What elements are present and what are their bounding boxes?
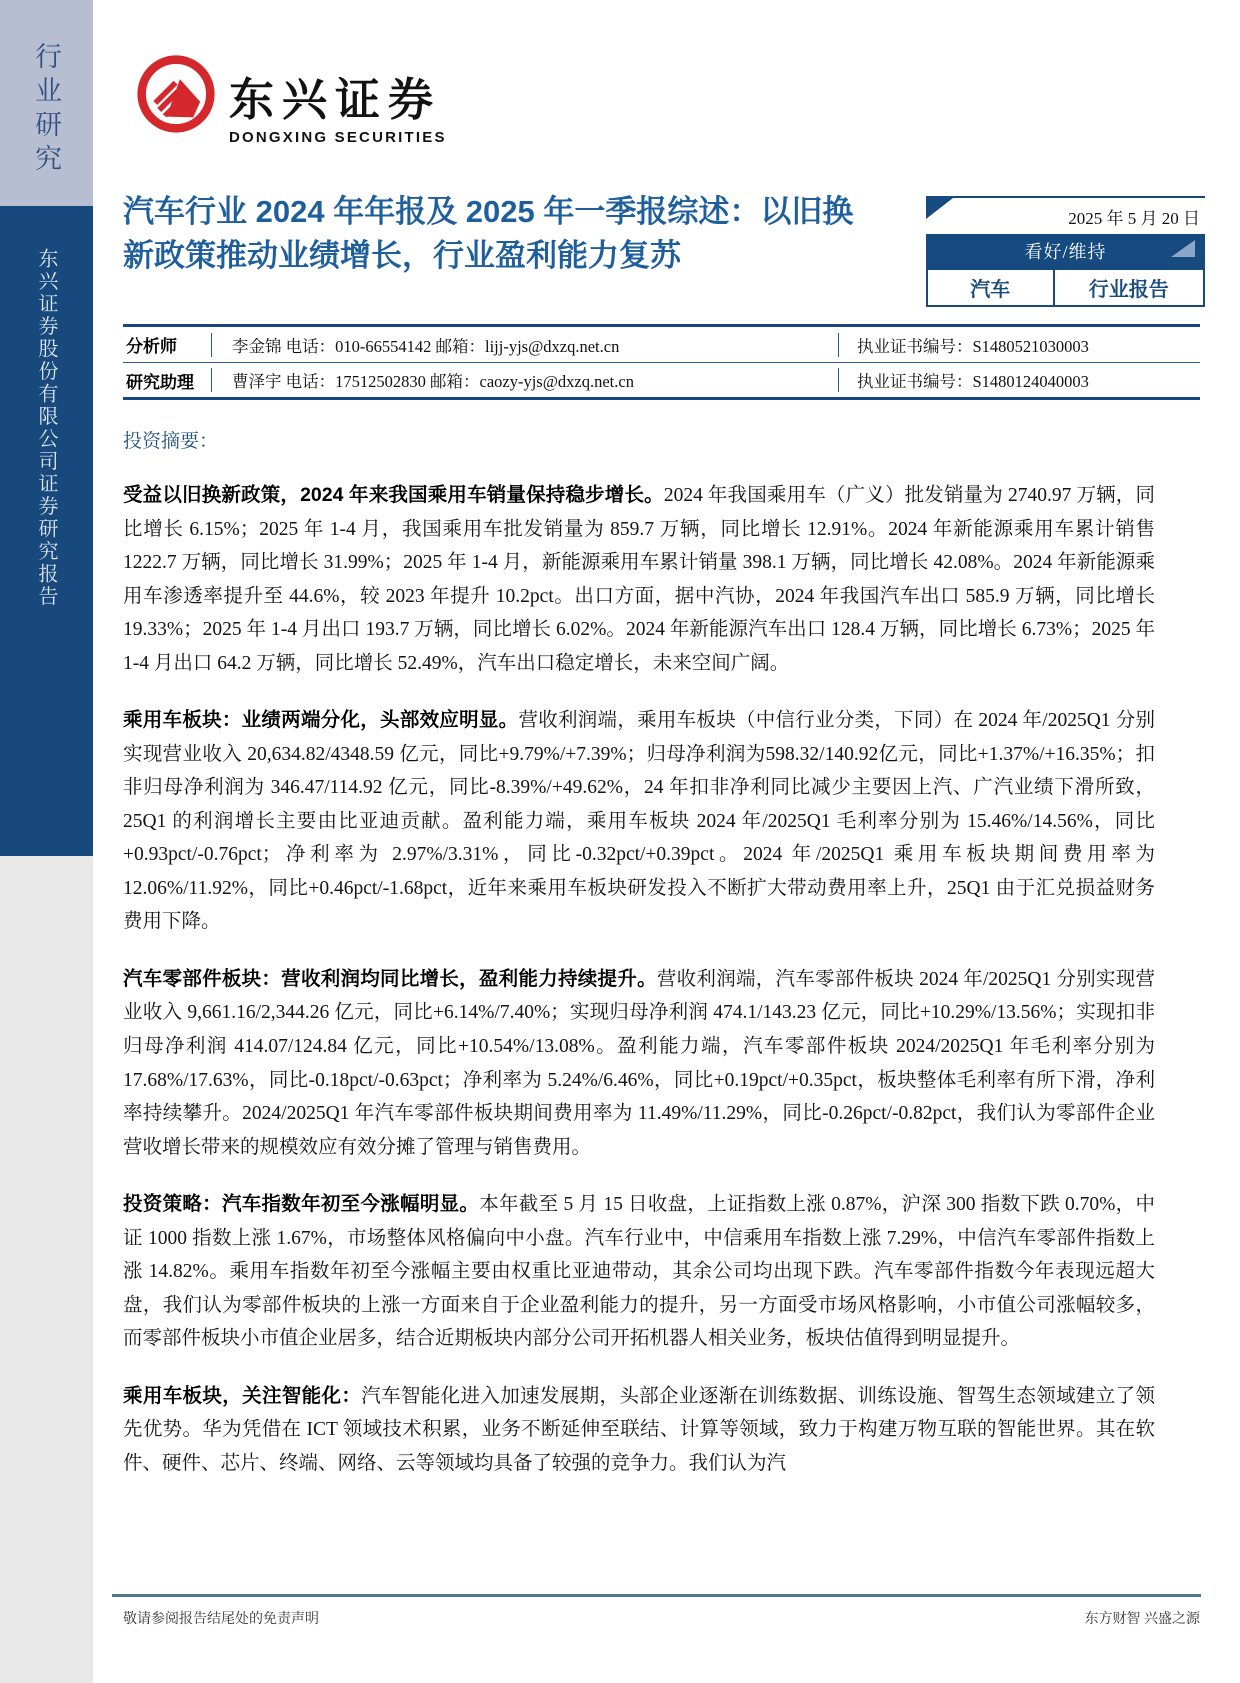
paragraph-1-body: 2024 年我国乘用车（广义）批发销量为 2740.97 万辆，同比增长 6.15%；2025 年 1-4 月，我国乘用车批发销量为 859.7 万辆，同比增长 12.91%。2024 年新能源乘用车累计销售 1222.7 万辆，同比增长 31.99%；2025 年 1-4 月，新能源乘用车累计销量 398.1 万辆，同比增长 42.08%。2024 年新能源乘用车渗透率提升至 44.6%，较 2023 年提升 10.2pct。出口方面，据中汽协，2024 年我国汽车出口 585.9 万辆，同比增长 19.33%；2025 年 1-4 月出口 193.7 万辆，同比增长 6.02%。2024 年新能源汽车出口 128.4 万辆，同比增长 6.73%；2025 年 1-4 月出口 64.2 万辆，同比增长 52.49%，汽车出口稳定增长，未来空间广阔。: [123, 485, 1155, 674]
sidebar-industry-research-label: 行业研究: [31, 42, 61, 178]
report-date: 2025 年 5 月 20 日: [1068, 208, 1200, 228]
paragraph-3-lead: 汽车零部件板块：营收利润均同比增长，盈利能力持续提升。: [123, 967, 657, 990]
brand-logo: [137, 55, 447, 146]
report-date-row: [926, 196, 1205, 234]
table-row-assistant: [123, 362, 1200, 397]
summary-paragraph-5: [123, 1380, 1155, 1481]
report-info-box: [926, 196, 1205, 307]
analyst-contact: 李金锦 电话：010-66554142 邮箱：lijj-yjs@dxzq.net.cn: [211, 333, 838, 357]
corner-triangle-icon: [926, 198, 953, 219]
footer-divider: [112, 1594, 1201, 1597]
sidebar-industry-research-box: [0, 0, 93, 206]
sidebar-bottom-panel: [0, 856, 93, 1683]
rating-label: 看好/维持: [1024, 242, 1107, 262]
paragraph-1-lead: 受益以旧换新政策，2024 年来我国乘用车销量保持稳步增长。: [123, 484, 664, 506]
footer: [123, 1608, 1200, 1628]
brand-name-cn: 东兴证券: [229, 74, 442, 125]
category-row: [926, 268, 1205, 307]
assistant-role: 研究助理: [126, 372, 194, 392]
summary-paragraph-2: [123, 704, 1155, 939]
analyst-license: 执业证书编号：S1480521030003: [838, 333, 1200, 357]
assistant-contact: 曹泽宇 电话：17512502830 邮箱：caozy-yjs@dxzq.net.cn: [211, 368, 838, 392]
summary-heading: 投资摘要：: [123, 431, 219, 452]
industry-cell: 汽车: [928, 270, 1055, 305]
report-type-cell: 行业报告: [1088, 279, 1169, 301]
band-triangle-icon: [1171, 240, 1195, 257]
analyst-role: 分析师: [126, 337, 177, 356]
paragraph-2-body: 营收利润端，乘用车板块（中信行业分类，下同）在 2024 年/2025Q1 分别实现营业收入 20,634.82/4348.59 亿元，同比+9.79%/+7.39%；归母净利润为598.32/140.92亿元，同比+1.37%/+16.35%；扣非归母净利润为 346.47/114.92 亿元，同比-8.39%/+49.62%，24 年扣非净利同比减少主要因上汽、广汽业绩下滑所致，25Q1 的利润增长主要由比亚迪贡献。盈利能力端，乘用车板块 2024 年/2025Q1 毛利率分别为 15.46%/14.56%，同比+0.93pct/-0.76pct；净利率为 2.97%/3.31%，同比-0.32pct/+0.39pct。2024 年/2025Q1 乘用车板块期间费用率为 12.06%/11.92%，同比+0.46pct/-1.68pct，近年来乘用车板块研发投入不断扩大带动费用率上升，25Q1 由于汇兑损益财务费用下降。: [123, 710, 1155, 933]
sidebar-company-strip: [0, 206, 93, 856]
paragraph-3-body: 营收利润端，汽车零部件板块 2024 年/2025Q1 分别实现营业收入 9,661.16/2,344.26 亿元，同比+6.14%/7.40%；实现归母净利润 474.1/143.23 亿元，同比+10.29%/13.56%；实现扣非归母净利润 414.07/124.84 亿元，同比+10.54%/13.08%。盈利能力端，汽车零部件板块 2024/2025Q1 年毛利率分别为 17.68%/17.63%，同比-0.18pct/-0.63pct；净利率为 5.24%/6.46%，同比+0.19pct/+0.35pct，板块整体毛利率有所下滑，净利率持续攀升。2024/2025Q1 年汽车零部件板块期间费用率为 11.49%/11.29%，同比-0.26pct/-0.82pct，我们认为零部件企业营收增长带来的规模效应有效分摊了管理与销售费用。: [123, 968, 1155, 1158]
footer-slogan: 东方财智 兴盛之源: [1084, 1612, 1200, 1627]
paragraph-5-lead: 乘用车板块，关注智能化：: [123, 1384, 362, 1407]
paragraph-2-lead: 乘用车板块：业绩两端分化，头部效应明显。: [123, 709, 519, 732]
footer-disclaimer: 敬请参阅报告结尾处的免责声明: [123, 1612, 319, 1627]
brand-logo-text: [229, 55, 447, 146]
paragraph-5-body: 汽车智能化进入加速发展期，头部企业逐渐在训练数据、训练设施、智驾生态领域建立了领先优势。华为凭借在 ICT 领域技术积累，业务不断延伸至联结、计算等领域，致力于构建万物互联的智能世界。其在软件、硬件、芯片、终端、网络、云等领域均具备了较强的竞争力。我们认为汽: [123, 1385, 1155, 1474]
paragraph-4-body: 本年截至 5 月 15 日收盘，上证指数上涨 0.87%，沪深 300 指数下跌 0.70%，中证 1000 指数上涨 1.67%，市场整体风格偏向中小盘。汽车行业中，中信乘用车指数上涨 7.29%，中信汽车零部件指数上涨 14.82%。乘用车指数年初至今涨幅主要由权重比亚迪带动，其余公司均出现下跌。汽车零部件指数今年表现远超大盘，我们认为零部件板块的上涨一方面来自于企业盈利能力的提升，另一方面受市场风格影响，小市值公司涨幅较多，而零部件板块小市值企业居多，结合近期板块内部分公司开拓机器人相关业务，板块估值得到明显提升。: [123, 1194, 1155, 1350]
investment-summary: [123, 426, 1155, 1504]
rating-band: [926, 234, 1205, 268]
sidebar-company-strip-label: 东兴证券股份有限公司证券研究报告: [35, 248, 57, 608]
assistant-license: 执业证书编号：S1480124040003: [838, 368, 1200, 392]
summary-paragraph-4: [123, 1188, 1155, 1356]
dongxing-logo-icon: [137, 55, 215, 133]
brand-name-en: DONGXING SECURITIES: [229, 129, 447, 146]
summary-paragraph-1: [123, 479, 1155, 680]
analyst-table: [123, 324, 1200, 400]
paragraph-4-lead: 投资策略：汽车指数年初至今涨幅明显。: [123, 1193, 480, 1216]
page-title: 汽车行业 2024 年年报及 2025 年一季报综述：以旧换新政策推动业绩增长，行业盈利能力复苏: [123, 194, 854, 274]
table-row-analyst: [123, 327, 1200, 362]
summary-paragraph-3: [123, 963, 1155, 1164]
